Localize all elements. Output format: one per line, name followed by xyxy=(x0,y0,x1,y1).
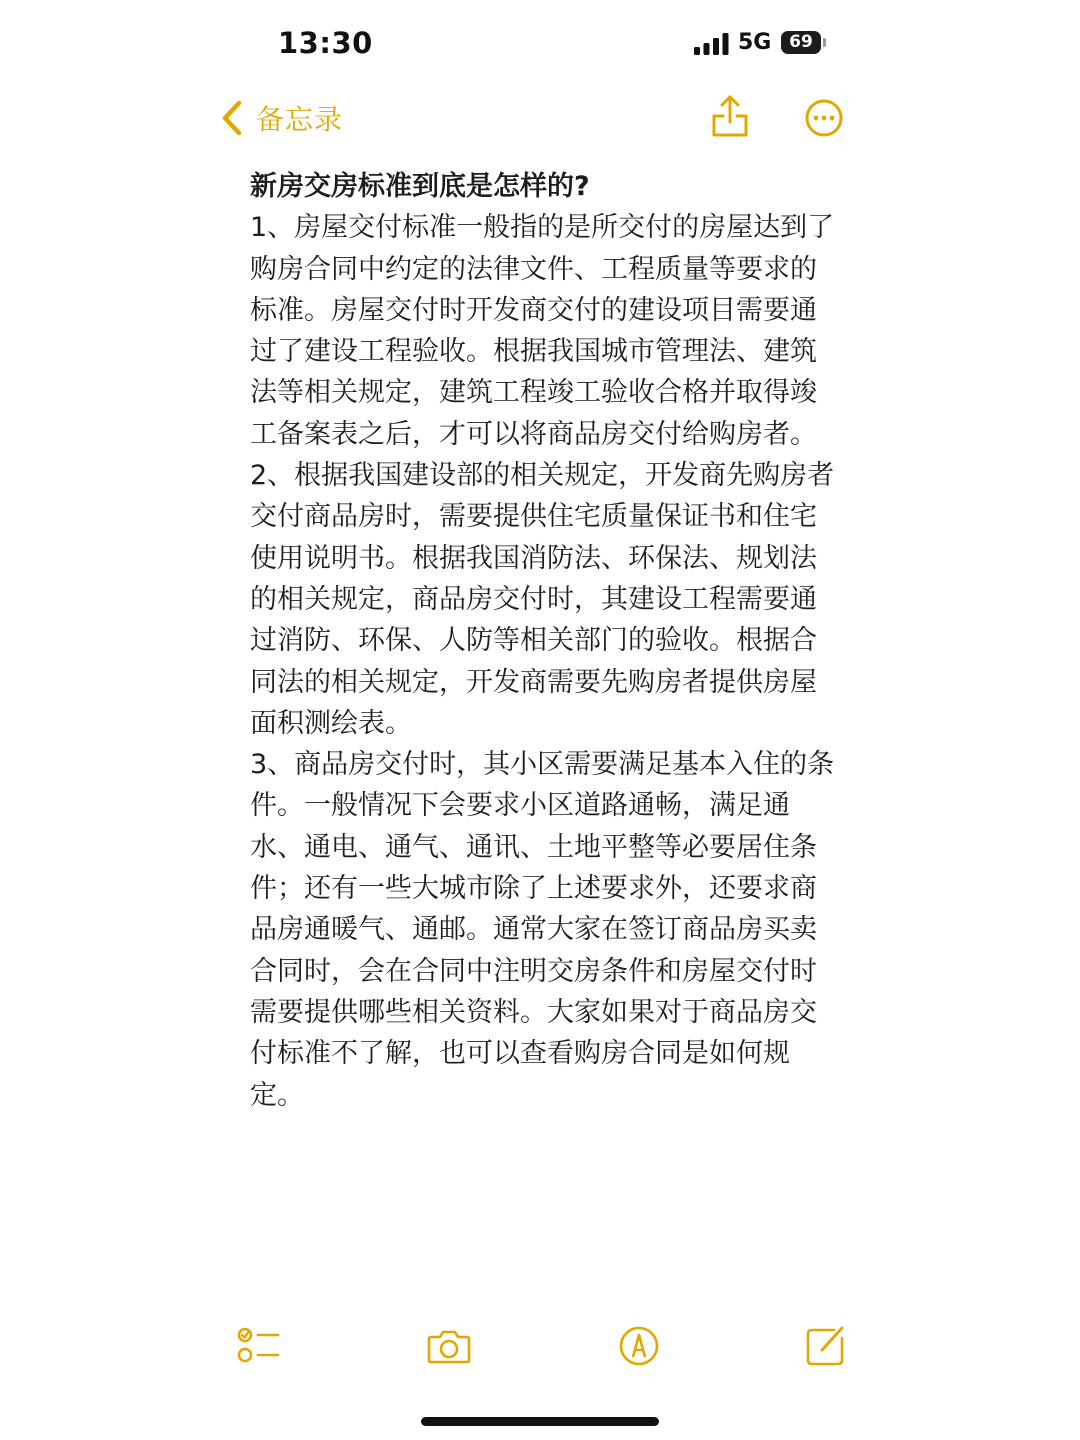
back-button[interactable] xyxy=(220,98,343,138)
checklist-icon[interactable] xyxy=(236,1324,282,1368)
battery-nub xyxy=(823,38,826,47)
note-paragraph-2: 2、根据我国建设部的相关规定，开发商先购房者交付商品房时，需要提供住宅质量保证书和住宅使用说明书。根据我国消防法、环保法、规划法的相关规定，商品房交付时，其建设工程需要通过消防、环保、人防等相关部门的验收。根据合同法的相关规定，开发商需要先购房者提供房屋面积测绘表。 xyxy=(250,460,835,739)
compose-icon[interactable] xyxy=(804,1324,850,1368)
battery-icon xyxy=(781,31,821,54)
note-paragraph-1: 1、房屋交付标准一般指的是所交付的房屋达到了购房合同中约定的法律文件、工程质量等要求的标准。房屋交付时开发商交付的建设项目需要通过了建设工程验收。根据我国城市管理法、建筑法等相关规定，建筑工程竣工验收合格并取得竣工备案表之后，才可以将商品房交付给购房者。 xyxy=(250,212,835,450)
home-indicator[interactable] xyxy=(421,1417,659,1426)
markup-icon[interactable] xyxy=(616,1324,662,1368)
battery-level: 69 xyxy=(789,32,813,52)
note-paragraph-3: 3、商品房交付时，其小区需要满足基本入住的条件。一般情况下会要求小区道路通畅，满足通水、通电、通气、通讯、土地平整等必要居住条件；还有一些大城市除了上述要求外，还要求商品房通暖气、通邮。通常大家在签订商品房买卖合同时，会在合同中注明交房条件和房屋交付时需要提供哪些相关资料。大家如果对于商品房交付标准不了解，也可以查看购房合同是如何规定。 xyxy=(250,749,835,1111)
more-options-icon[interactable] xyxy=(804,98,844,138)
chevron-left-icon xyxy=(220,100,244,136)
camera-icon[interactable] xyxy=(426,1324,472,1368)
status-time: 13:30 xyxy=(278,26,373,60)
share-icon[interactable] xyxy=(710,94,750,138)
note-title: 新房交房标准到底是怎样的? xyxy=(250,171,590,202)
network-type: 5G xyxy=(738,30,772,55)
cellular-signal-icon xyxy=(694,33,730,55)
back-label: 备忘录 xyxy=(256,103,344,136)
note-body[interactable] xyxy=(250,166,840,1116)
